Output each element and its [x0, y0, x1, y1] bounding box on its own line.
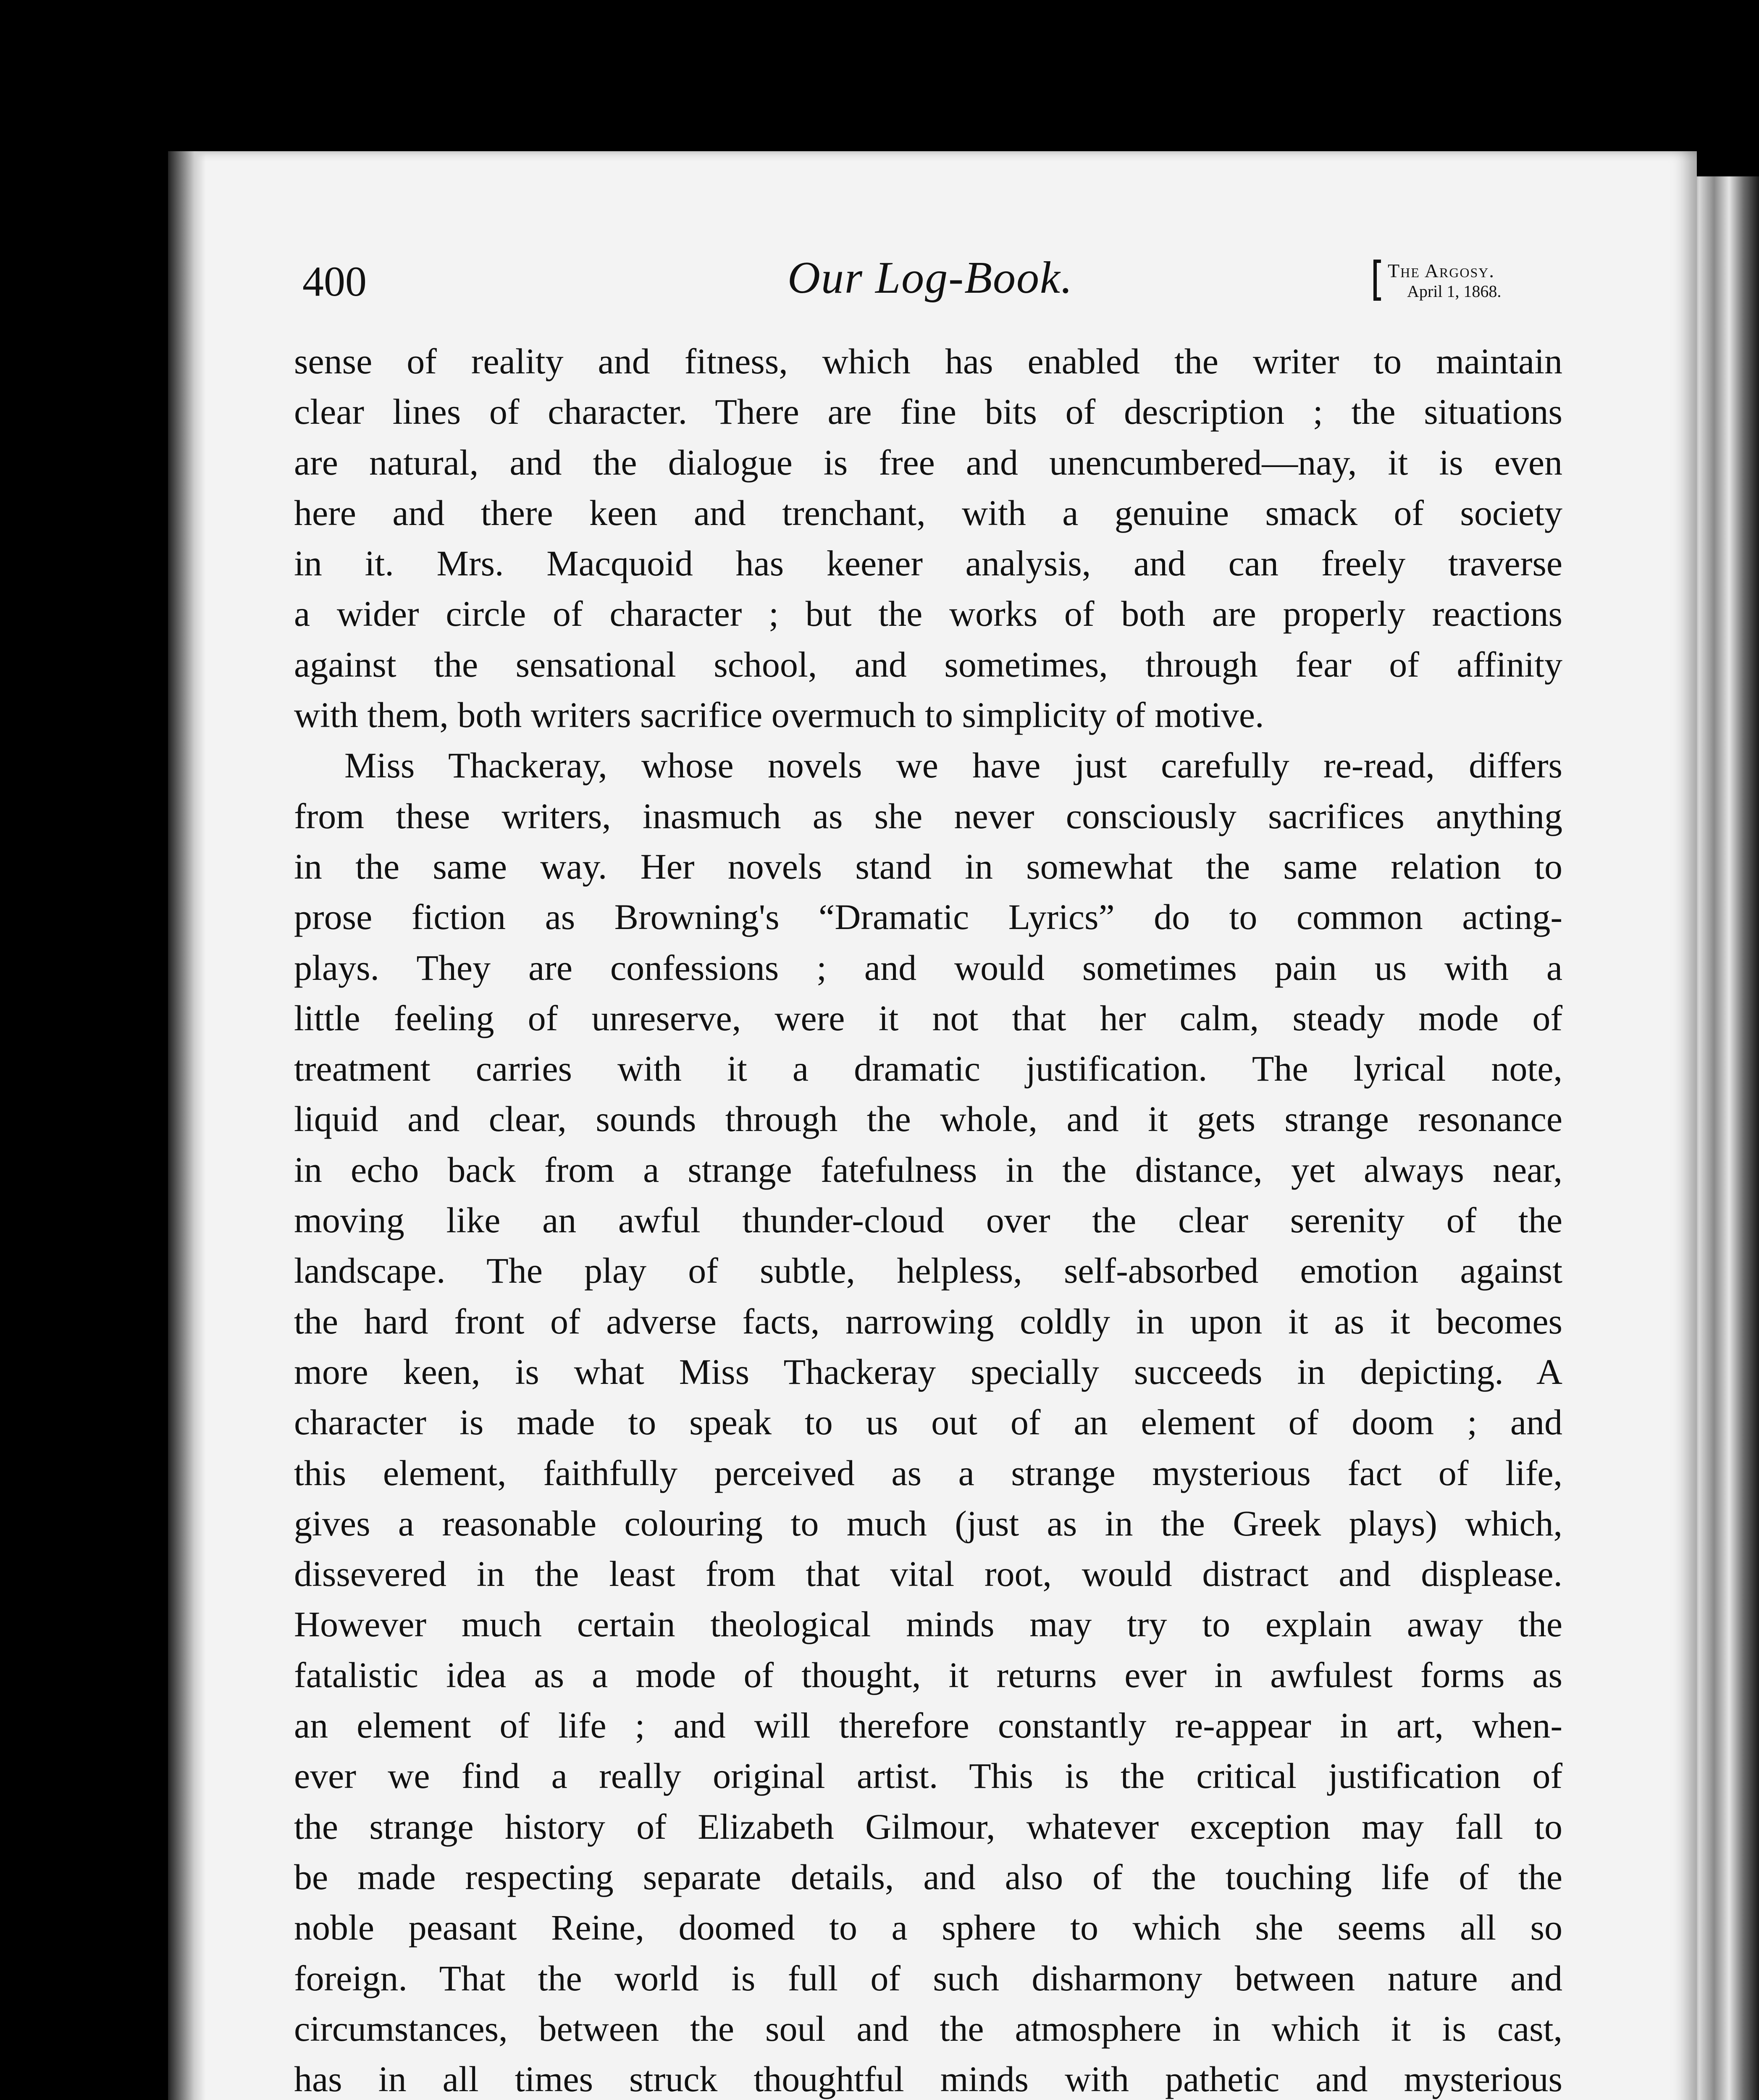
text-line: in it. Mrs. Macquoid has keener analysis, and can freely traverse [294, 543, 1562, 584]
text-line: character is made to speak to us out of an element of doom ; and [294, 1402, 1562, 1443]
text-line: are natural, and the dialogue is free and unencumbered—nay, it is even [294, 442, 1562, 483]
bracket-mark [1373, 260, 1381, 301]
body-text [294, 336, 1562, 2100]
running-head: Our Log-Book. [788, 253, 1073, 303]
issue-date: April 1, 1868. [1407, 282, 1502, 301]
text-line: moving like an awful thunder-cloud over the clear serenity of the [294, 1200, 1562, 1241]
text-line: treatment carries with it a dramatic justification. The lyrical note, [294, 1048, 1562, 1089]
text-line: dissevered in the least from that vital root, would distract and displease. [294, 1554, 1562, 1594]
text-line: prose fiction as Browning's “Dramatic Lyrics” do to common acting- [294, 897, 1562, 937]
text-line: clear lines of character. There are fine bits of description ; the situations [294, 391, 1562, 432]
text-line: the hard front of adverse facts, narrowing coldly in upon it as it becomes [294, 1301, 1562, 1341]
text-line: However much certain theological minds may try to explain away the [294, 1604, 1562, 1645]
text-line: against the sensational school, and sometimes, through fear of affinity [294, 644, 1562, 685]
text-line: Miss Thackeray, whose novels we have just carefully re-read, differs [344, 745, 1562, 786]
text-line: the strange history of Elizabeth Gilmour, whatever exception may fall to [294, 1806, 1562, 1847]
text-line: an element of life ; and will therefore constantly re-appear in art, when- [294, 1705, 1562, 1746]
issue-title: The Argosy. [1388, 260, 1495, 281]
text-line: sense of reality and fitness, which has enabled the writer to maintain [294, 341, 1562, 381]
binding-gutter [168, 151, 206, 2100]
text-line: with them, both writers sacrifice overmuch to simplicity of motive. [294, 695, 1264, 735]
text-line: in echo back from a strange fatefulness in the distance, yet always near, [294, 1149, 1562, 1190]
text-line: noble peasant Reine, doomed to a sphere to which she seems all so [294, 1907, 1562, 1948]
text-line: ever we find a really original artist. This is the critical justification of [294, 1756, 1562, 1796]
text-line: plays. They are confessions ; and would sometimes pain us with a [294, 947, 1562, 988]
text-line: little feeling of unreserve, were it not that her calm, steady mode of [294, 998, 1562, 1038]
text-line: liquid and clear, sounds through the whole, and it gets strange resonance [294, 1099, 1562, 1139]
text-line: more keen, is what Miss Thackeray specially succeeds in depicting. A [294, 1351, 1562, 1392]
text-line: foreign. That the world is full of such disharmony between nature and [294, 1958, 1562, 1998]
text-line: from these writers, inasmuch as she never consciously sacrifices anything [294, 795, 1562, 836]
text-line: landscape. The play of subtle, helpless, self-absorbed emotion against [294, 1250, 1562, 1291]
text-line: in the same way. Her novels stand in somewhat the same relation to [294, 846, 1562, 887]
text-line: here and there keen and trenchant, with a genuine smack of society [294, 492, 1562, 533]
text-line: has in all times struck thoughtful minds with pathetic and mysterious [294, 2059, 1562, 2100]
issue-reference [1373, 260, 1558, 310]
text-line: gives a reasonable colouring to much (just as in the Greek plays) which, [294, 1503, 1562, 1544]
text-line: fatalistic idea as a mode of thought, it returns ever in awfulest forms as [294, 1654, 1562, 1695]
text-line: a wider circle of character ; but the works of both are properly reactions [294, 593, 1562, 634]
text-line: be made respecting separate details, and also of the touching life of the [294, 1856, 1562, 1897]
text-line: circumstances, between the soul and the atmosphere in which it is cast, [294, 2008, 1562, 2049]
text-line: this element, faithfully perceived as a strange mysterious fact of life, [294, 1452, 1562, 1493]
page-header [302, 248, 1558, 311]
page-number: 400 [302, 258, 367, 305]
